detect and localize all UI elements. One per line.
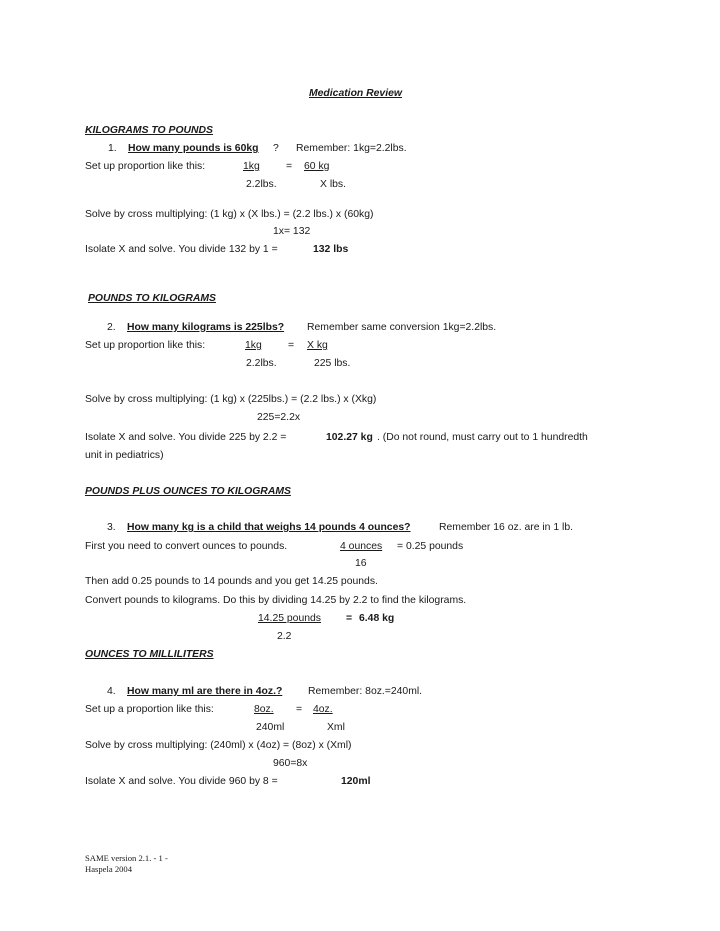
equals-sign: = [346, 613, 353, 624]
answer: 132 lbs [313, 244, 349, 255]
cross-multiply-result: 960=8x [273, 758, 308, 769]
answer: 6.48 kg [359, 613, 395, 624]
remember-note: Remember 16 oz. are in 1 lb. [439, 522, 573, 533]
question-text: How many kilograms is 225lbs? [127, 322, 285, 333]
cross-multiply-step: Solve by cross multiplying: (240ml) x (4oz) = (8oz) x (Xml) [85, 740, 352, 751]
section-heading-lbs-to-kg: POUNDS TO KILOGRAMS [88, 293, 216, 304]
equals-sign: = [296, 704, 303, 715]
fraction-denominator: 2.2 [277, 631, 292, 642]
fraction-numerator: 14.25 pounds [258, 613, 321, 624]
fraction-denominator: 240ml [256, 722, 285, 733]
setup-instruction: Set up proportion like this: [85, 161, 206, 172]
fraction-denominator: Xml [327, 722, 345, 733]
isolate-step: Isolate X and solve. You divide 132 by 1 = [85, 244, 278, 255]
fraction-numerator: X kg [307, 340, 328, 351]
remember-note: Remember: 8oz.=240ml. [308, 686, 423, 697]
remember-note: Remember: 1kg=2.2lbs. [296, 143, 407, 154]
fraction-numerator: 60 kg [304, 161, 330, 172]
isolate-step: Isolate X and solve. You divide 225 by 2.2 = [85, 432, 287, 443]
cross-multiply-step: Solve by cross multiplying: (1 kg) x (X lbs.) = (2.2 lbs.) x (60kg) [85, 209, 374, 220]
equals-sign: = [288, 340, 295, 351]
question-text: How many ml are there in 4oz.? [127, 686, 283, 697]
footer-author: Haspela 2004 [85, 864, 133, 874]
footer-version: SAME version 2.1. - 1 - [85, 853, 168, 863]
remember-note: Remember same conversion 1kg=2.2lbs. [307, 322, 497, 333]
fraction-numerator: 1kg [245, 340, 262, 351]
rounding-note-cont: unit in pediatrics) [85, 450, 164, 461]
cross-multiply-step: Solve by cross multiplying: (1 kg) x (225lbs.) = (2.2 lbs.) x (Xkg) [85, 394, 377, 405]
fraction-denominator: 2.2lbs. [246, 358, 277, 369]
setup-instruction: Set up proportion like this: [85, 340, 206, 351]
conversion-result: = 0.25 pounds [397, 541, 464, 552]
answer: 120ml [341, 776, 371, 787]
fraction-denominator: 16 [355, 558, 367, 569]
question-number: 3. [107, 522, 116, 533]
cross-multiply-result: 225=2.2x [257, 412, 301, 423]
question-number: 4. [107, 686, 116, 697]
isolate-step: Isolate X and solve. You divide 960 by 8 = [85, 776, 278, 787]
equals-sign: = [286, 161, 293, 172]
page-title: Medication Review [309, 88, 402, 99]
question-text: How many pounds is 60kg [128, 143, 259, 154]
question-text: How many kg is a child that weighs 14 pounds 4 ounces? [127, 522, 411, 533]
instruction-line: Convert pounds to kilograms. Do this by dividing 14.25 by 2.2 to find the kilograms. [85, 595, 467, 606]
fraction-denominator: 225 lbs. [314, 358, 351, 369]
question-number: 1. [108, 143, 117, 154]
cross-multiply-result: 1x= 132 [273, 226, 311, 237]
setup-instruction: Set up a proportion like this: [85, 704, 214, 715]
instruction-line: Then add 0.25 pounds to 14 pounds and you get 14.25 pounds. [85, 576, 378, 587]
fraction-numerator: 1kg [243, 161, 260, 172]
question-number: 2. [107, 322, 116, 333]
fraction-numerator: 4 ounces [340, 541, 383, 552]
fraction-numerator: 8oz. [254, 704, 274, 715]
section-heading-kg-to-lbs: KILOGRAMS TO POUNDS [85, 125, 213, 136]
rounding-note: . (Do not round, must carry out to 1 hundredth [377, 432, 588, 443]
answer: 102.27 kg [326, 432, 373, 443]
section-heading-oz-to-ml: OUNCES TO MILLILITERS [85, 649, 214, 660]
fraction-denominator: 2.2lbs. [246, 179, 277, 190]
fraction-numerator: 4oz. [313, 704, 333, 715]
section-heading-lbs-oz-to-kg: POUNDS PLUS OUNCES TO KILOGRAMS [85, 486, 291, 497]
instruction-line: First you need to convert ounces to pounds. [85, 541, 288, 552]
question-mark: ? [273, 143, 279, 154]
fraction-denominator: X lbs. [320, 179, 346, 190]
